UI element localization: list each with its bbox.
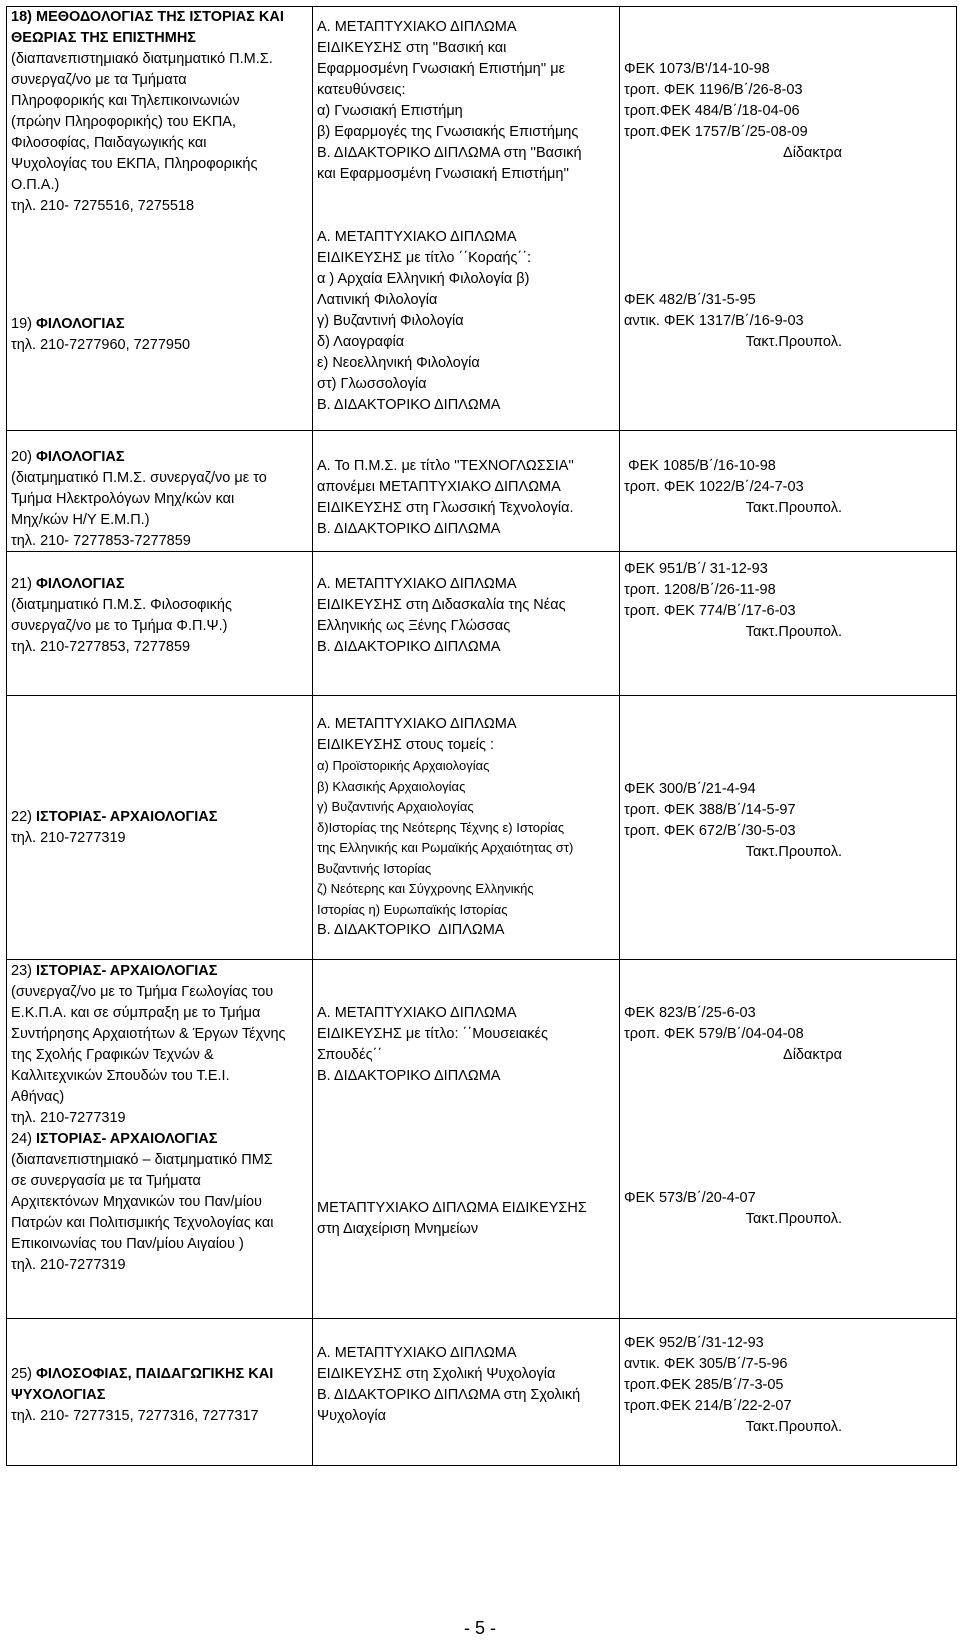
text-line: της Ελληνικής και Ρωμαϊκής Αρχαιότητας στ) [317, 840, 574, 855]
text-line: (διατμηματικό Π.Μ.Σ. Φιλοσοφικής [11, 597, 232, 613]
text-line: δ) Λαογραφία [317, 334, 405, 350]
text-line: Ιστορίας η) Ευρωπαϊκής Ιστορίας [317, 901, 508, 917]
text-line: τροπ.ΦΕΚ 214/Β΄/22-2-07 [624, 1398, 792, 1414]
department-cell [7, 7, 313, 431]
text-line: ΦΕΚ 1073/Β'/14-10-98 [624, 61, 770, 77]
text-line: συνεργαζ/νο με το Τμήμα Φ.Π.Ψ.) [11, 618, 228, 634]
department-23 [11, 961, 308, 1276]
department-20 [11, 447, 308, 552]
text-line: Ο.Π.Α.) [11, 177, 60, 193]
degree-cell [313, 960, 620, 1319]
text-line: Ψυχολογία [317, 1408, 387, 1424]
text-line: Ελληνικής ως Ξένης Γλώσσας [317, 618, 511, 634]
text-line: α ) Αρχαία Ελληνική Φιλολογία β) [317, 271, 530, 287]
text-line: β) Κλασικής Αρχαιολογίας [317, 778, 466, 794]
degree-list [317, 227, 615, 416]
gazette-cell [620, 552, 957, 696]
row-number: 19) [11, 316, 36, 332]
text-line: Φιλοσοφίας, Παιδαγωγικής και [11, 135, 207, 151]
text-line: ΦΕΚ 1085/Β΄/16-10-98 [624, 458, 776, 474]
text-line: Μηχ/κών Η/Υ Ε.Μ.Π.) [11, 512, 150, 528]
row-number: 22) [11, 809, 36, 825]
text-line: Ψυχολογίας του ΕΚΠΑ, Πληροφορικής [11, 156, 258, 172]
department-name: ΙΣΤΟΡΙΑΣ- ΑΡΧΑΙΟΛΟΓΙΑΣ [36, 1131, 218, 1147]
degree-list [317, 574, 615, 658]
funding-label: Τακτ.Προυπολ. [745, 334, 842, 350]
text-line: απονέμει ΜΕΤΑΠΤΥΧΙΑΚΟ ΔΙΠΛΩΜΑ [317, 479, 561, 495]
text-line: ΦΕΚ 823/Β΄/25-6-03 [624, 1005, 756, 1021]
phone-text: τηλ. 210-7277319 [11, 1257, 126, 1273]
degree-cell [313, 696, 620, 960]
text-line: Α. ΜΕΤΑΠΤΥΧΙΑΚΟ ΔΙΠΛΩΜΑ [317, 19, 517, 35]
text-line: τροπ. ΦΕΚ 388/Β΄/14-5-97 [624, 802, 796, 818]
phone-text: τηλ. 210-7277319 [11, 830, 126, 846]
text-line: τροπ. 1208/Β΄/26-11-98 [624, 582, 776, 598]
text-line: τροπ. ΦΕΚ 1196/Β΄/26-8-03 [624, 82, 803, 98]
text-line: (πρώην Πληροφορικής) του ΕΚΠΑ, [11, 114, 236, 130]
degree-cell [313, 1319, 620, 1466]
text-line: ΕΙΔΙΚΕΥΣΗΣ στη Διδασκαλία της Νέας [317, 597, 566, 613]
gazette-list [624, 1333, 952, 1438]
text-line: ΦΕΚ 482/Β΄/31-5-95 [624, 292, 756, 308]
text-line: ΕΙΔΙΚΕΥΣΗΣ στη Γλωσσική Τεχνολογία. [317, 500, 574, 516]
text-line: Β. ΔΙΔΑΚΤΟΡΙΚΟ ΔΙΠΛΩΜΑ στη Σχολική [317, 1387, 581, 1403]
department-name: ΙΣΤΟΡΙΑΣ- ΑΡΧΑΙΟΛΟΓΙΑΣ [36, 809, 218, 825]
degree-list [317, 1003, 615, 1087]
text-line: (συνεργαζ/νο με το Τμήμα Γεωλογίας του [11, 984, 274, 1000]
funding-label: Τακτ.Προυπολ. [745, 844, 842, 860]
gazette-cell [620, 431, 957, 552]
gazette-cell [620, 960, 957, 1319]
text-line: Πατρών και Πολιτισμικής Τεχνολογίας και [11, 1215, 274, 1231]
text-line: τροπ.ΦΕΚ 484/Β΄/18-04-06 [624, 103, 800, 119]
department-cell [7, 960, 313, 1319]
text-line: Πληροφορικής και Τηλεπικοινωνιών [11, 93, 240, 109]
row-number: 21) [11, 576, 36, 592]
text-line: ΦΕΚ 952/Β΄/31-12-93 [624, 1335, 764, 1351]
department-cell [7, 696, 313, 960]
department-22 [11, 807, 308, 849]
phone-text: τηλ. 210-7277319 [11, 1110, 126, 1126]
gazette-list [624, 290, 952, 353]
text-line: Β. ΔΙΔΑΚΤΟΡΙΚΟ ΔΙΠΛΩΜΑ στη ''Βασική [317, 145, 582, 161]
text-line: τροπ. ΦΕΚ 1022/Β΄/24-7-03 [624, 479, 804, 495]
text-line: γ) Βυζαντινής Αρχαιολογίας [317, 799, 474, 814]
text-line: Α. Το Π.Μ.Σ. με τίτλο ''ΤΕΧΝΟΓΛΩΣΣΙΑ'' [317, 458, 574, 474]
department-name: ΦΙΛΟΣΟΦΙΑΣ, ΠΑΙΔΑΓΩΓΙΚΗΣ ΚΑΙ [36, 1366, 274, 1382]
row-number: 24) [11, 1131, 36, 1147]
department-19 [11, 314, 308, 356]
text-line: ΦΕΚ 951/Β΄/ 31-12-93 [624, 561, 768, 577]
row-number: 23) [11, 963, 36, 979]
table-row [7, 960, 957, 1319]
text-line: Συντήρησης Αρχαιοτήτων & Έργων Τέχνης [11, 1026, 286, 1042]
table-row [7, 7, 957, 431]
text-line: Αθήνας) [11, 1089, 65, 1105]
department-cell [7, 1319, 313, 1466]
row-number: 25) [11, 1366, 36, 1382]
text-line: Α. ΜΕΤΑΠΤΥΧΙΑΚΟ ΔΙΠΛΩΜΑ [317, 716, 517, 732]
department-21 [11, 574, 308, 658]
funding-label: Τακτ.Προυπολ. [745, 1419, 842, 1435]
table-row [7, 431, 957, 552]
text-line: Β. ΔΙΔΑΚΤΟΡΙΚΟ ΔΙΠΛΩΜΑ [317, 1068, 501, 1084]
table-row [7, 552, 957, 696]
degree-list [317, 456, 615, 540]
department-cell [7, 552, 313, 696]
funding-label: Δίδακτρα [783, 145, 842, 161]
text-line: Τμήμα Ηλεκτρολόγων Μηχ/κών και [11, 491, 235, 507]
degree-list [317, 714, 615, 941]
text-line: Σπουδές΄΄ [317, 1047, 383, 1063]
text-line: τροπ. ΦΕΚ 672/Β΄/30-5-03 [624, 823, 796, 839]
funding-label: Τακτ.Προυπολ. [745, 500, 842, 516]
text-line: (διατμηματικό Π.Μ.Σ. συνεργαζ/νο με το [11, 470, 267, 486]
text-line: Καλλιτεχνικών Σπουδών του Τ.Ε.Ι. [11, 1068, 230, 1084]
text-line: ΦΕΚ 300/Β΄/21-4-94 [624, 781, 756, 797]
text-line: α) Γνωσιακή Επιστήμη [317, 103, 463, 119]
text-line: κατευθύνσεις: [317, 82, 406, 98]
gazette-list [624, 59, 952, 164]
text-line: ζ) Νεότερης και Σύγχρονης Ελληνικής [317, 881, 534, 896]
gazette-list [624, 779, 952, 863]
text-line: τροπ. ΦΕΚ 579/Β΄/04-04-08 [624, 1026, 804, 1042]
table-row [7, 696, 957, 960]
text-line: Α. ΜΕΤΑΠΤΥΧΙΑΚΟ ΔΙΠΛΩΜΑ [317, 1005, 517, 1021]
text-line: της Σχολής Γραφικών Τεχνών & [11, 1047, 214, 1063]
phone-text: τηλ. 210-7277853, 7277859 [11, 639, 191, 655]
gazette-list [624, 1188, 952, 1230]
text-line: αντικ. ΦΕΚ 305/Β΄/7-5-96 [624, 1356, 788, 1372]
text-line: ΕΙΔΙΚΕΥΣΗΣ στη ''Βασική και [317, 40, 507, 56]
text-line: σε συνεργασία με τα Τμήματα [11, 1173, 201, 1189]
gazette-list [624, 1003, 952, 1066]
text-line: ε) Νεοελληνική Φιλολογία [317, 355, 480, 371]
phone-text: τηλ. 210- 7277853-7277859 [11, 533, 191, 549]
text-line: ΜΕΤΑΠΤΥΧΙΑΚΟ ΔΙΠΛΩΜΑ ΕΙΔΙΚΕΥΣΗΣ [317, 1200, 587, 1216]
text-line: Α. ΜΕΤΑΠΤΥΧΙΑΚΟ ΔΙΠΛΩΜΑ [317, 229, 517, 245]
text-line: και Εφαρμοσμένη Γνωσιακή Επιστήμη'' [317, 166, 569, 182]
text-line: Αρχιτεκτόνων Μηχανικών του Παν/μίου [11, 1194, 262, 1210]
gazette-cell [620, 7, 957, 431]
text-line: Ε.Κ.Π.Α. και σε σύμπραξη με το Τμήμα [11, 1005, 261, 1021]
text-line: ΕΙΔΙΚΕΥΣΗΣ με τίτλο: ΄΄Μουσειακές [317, 1026, 548, 1042]
text-line: Β. ΔΙΔΑΚΤΟΡΙΚΟ ΔΙΠΛΩΜΑ [317, 922, 505, 938]
text-line: συνεργαζ/νο με τα Τμήματα [11, 72, 187, 88]
phone-text: τηλ. 210- 7277315, 7277316, 7277317 [11, 1408, 259, 1424]
text-line: Λατινική Φιλολογία [317, 292, 438, 308]
text-line: δ)Ιστορίας της Νεότερης Τέχνης ε) Ιστορίας [317, 819, 565, 835]
text-line: ΕΙΔΙΚΕΥΣΗΣ στους τομείς : [317, 737, 495, 753]
programs-table [6, 6, 957, 1466]
department-cell [7, 431, 313, 552]
text-line: ΕΙΔΙΚΕΥΣΗΣ με τίτλο ΄΄Κοραής΄΄: [317, 250, 532, 266]
department-name: ΦΙΛΟΛΟΓΙΑΣ [36, 449, 125, 465]
text-line: Β. ΔΙΔΑΚΤΟΡΙΚΟ ΔΙΠΛΩΜΑ [317, 639, 501, 655]
text-line: αντικ. ΦΕΚ 1317/Β΄/16-9-03 [624, 313, 804, 329]
gazette-cell [620, 1319, 957, 1466]
text-line: α) Προϊστορικής Αρχαιολογίας [317, 758, 490, 773]
row-number: 20) [11, 449, 36, 465]
text-line: Βυζαντινής Ιστορίας [317, 860, 432, 876]
text-line: Εφαρμοσμένη Γνωσιακή Επιστήμη'' με [317, 61, 566, 77]
degree-list [317, 1343, 615, 1427]
department-name: ΦΙΛΟΛΟΓΙΑΣ [36, 316, 125, 332]
gazette-list [624, 456, 952, 519]
degree-cell [313, 7, 620, 431]
text-line: Α. ΜΕΤΑΠΤΥΧΙΑΚΟ ΔΙΠΛΩΜΑ [317, 576, 517, 592]
degree-list [317, 1198, 615, 1240]
text-line: (διαπανεπιστημιακό – διατμηματικό ΠΜΣ [11, 1152, 273, 1168]
gazette-cell [620, 696, 957, 960]
text-line: τροπ. ΦΕΚ 774/Β΄/17-6-03 [624, 603, 796, 619]
department-name: ΙΣΤΟΡΙΑΣ- ΑΡΧΑΙΟΛΟΓΙΑΣ [36, 963, 218, 979]
text-line: γ) Βυζαντινή Φιλολογία [317, 313, 464, 329]
text-line: Β. ΔΙΔΑΚΤΟΡΙΚΟ ΔΙΠΛΩΜΑ [317, 521, 501, 537]
text-line: ΕΙΔΙΚΕΥΣΗΣ στη Σχολική Ψυχολογία [317, 1366, 556, 1382]
text-line: β) Εφαρμογές της Γνωσιακής Επιστήμης [317, 124, 579, 140]
degree-list [317, 17, 615, 185]
department-25 [11, 1364, 308, 1427]
department-name-2: ΨΥΧΟΛΟΓΙΑΣ [11, 1387, 106, 1403]
phone-text: τηλ. 210- 7275516, 7275518 [11, 198, 195, 214]
text-line: στ) Γλωσσολογία [317, 376, 427, 392]
funding-label: Δίδακτρα [783, 1047, 842, 1063]
department-18-title-1: 18) ΜΕΘΟΔΟΛΟΓΙΑΣ ΤΗΣ ΙΣΤΟΡΙΑΣ ΚΑΙ [11, 9, 284, 25]
table-row [7, 1319, 957, 1466]
text-line: τροπ.ΦΕΚ 1757/Β΄/25-08-09 [624, 124, 808, 140]
department-name: ΦΙΛΟΛΟΓΙΑΣ [36, 576, 125, 592]
funding-label: Τακτ.Προυπολ. [745, 624, 842, 640]
department-18 [11, 7, 308, 217]
text-line: (διαπανεπιστημιακό διατμηματικό Π.Μ.Σ. [11, 51, 273, 67]
text-line: ΦΕΚ 573/Β΄/20-4-07 [624, 1190, 756, 1206]
text-line: Επικοινωνίας του Παν/μίου Αιγαίου ) [11, 1236, 244, 1252]
phone-text: τηλ. 210-7277960, 7277950 [11, 337, 191, 353]
text-line: Α. ΜΕΤΑΠΤΥΧΙΑΚΟ ΔΙΠΛΩΜΑ [317, 1345, 517, 1361]
text-line: στη Διαχείριση Μνημείων [317, 1221, 479, 1237]
text-line: Β. ΔΙΔΑΚΤΟΡΙΚΟ ΔΙΠΛΩΜΑ [317, 397, 501, 413]
funding-label: Τακτ.Προυπολ. [745, 1211, 842, 1227]
text-line: τροπ.ΦΕΚ 285/Β΄/7-3-05 [624, 1377, 784, 1393]
gazette-list [624, 559, 952, 643]
page-number: - 5 - [463, 1618, 496, 1638]
degree-cell [313, 552, 620, 696]
department-18-title-2: ΘΕΩΡΙΑΣ ΤΗΣ ΕΠΙΣΤΗΜΗΣ [11, 30, 196, 46]
degree-cell [313, 431, 620, 552]
